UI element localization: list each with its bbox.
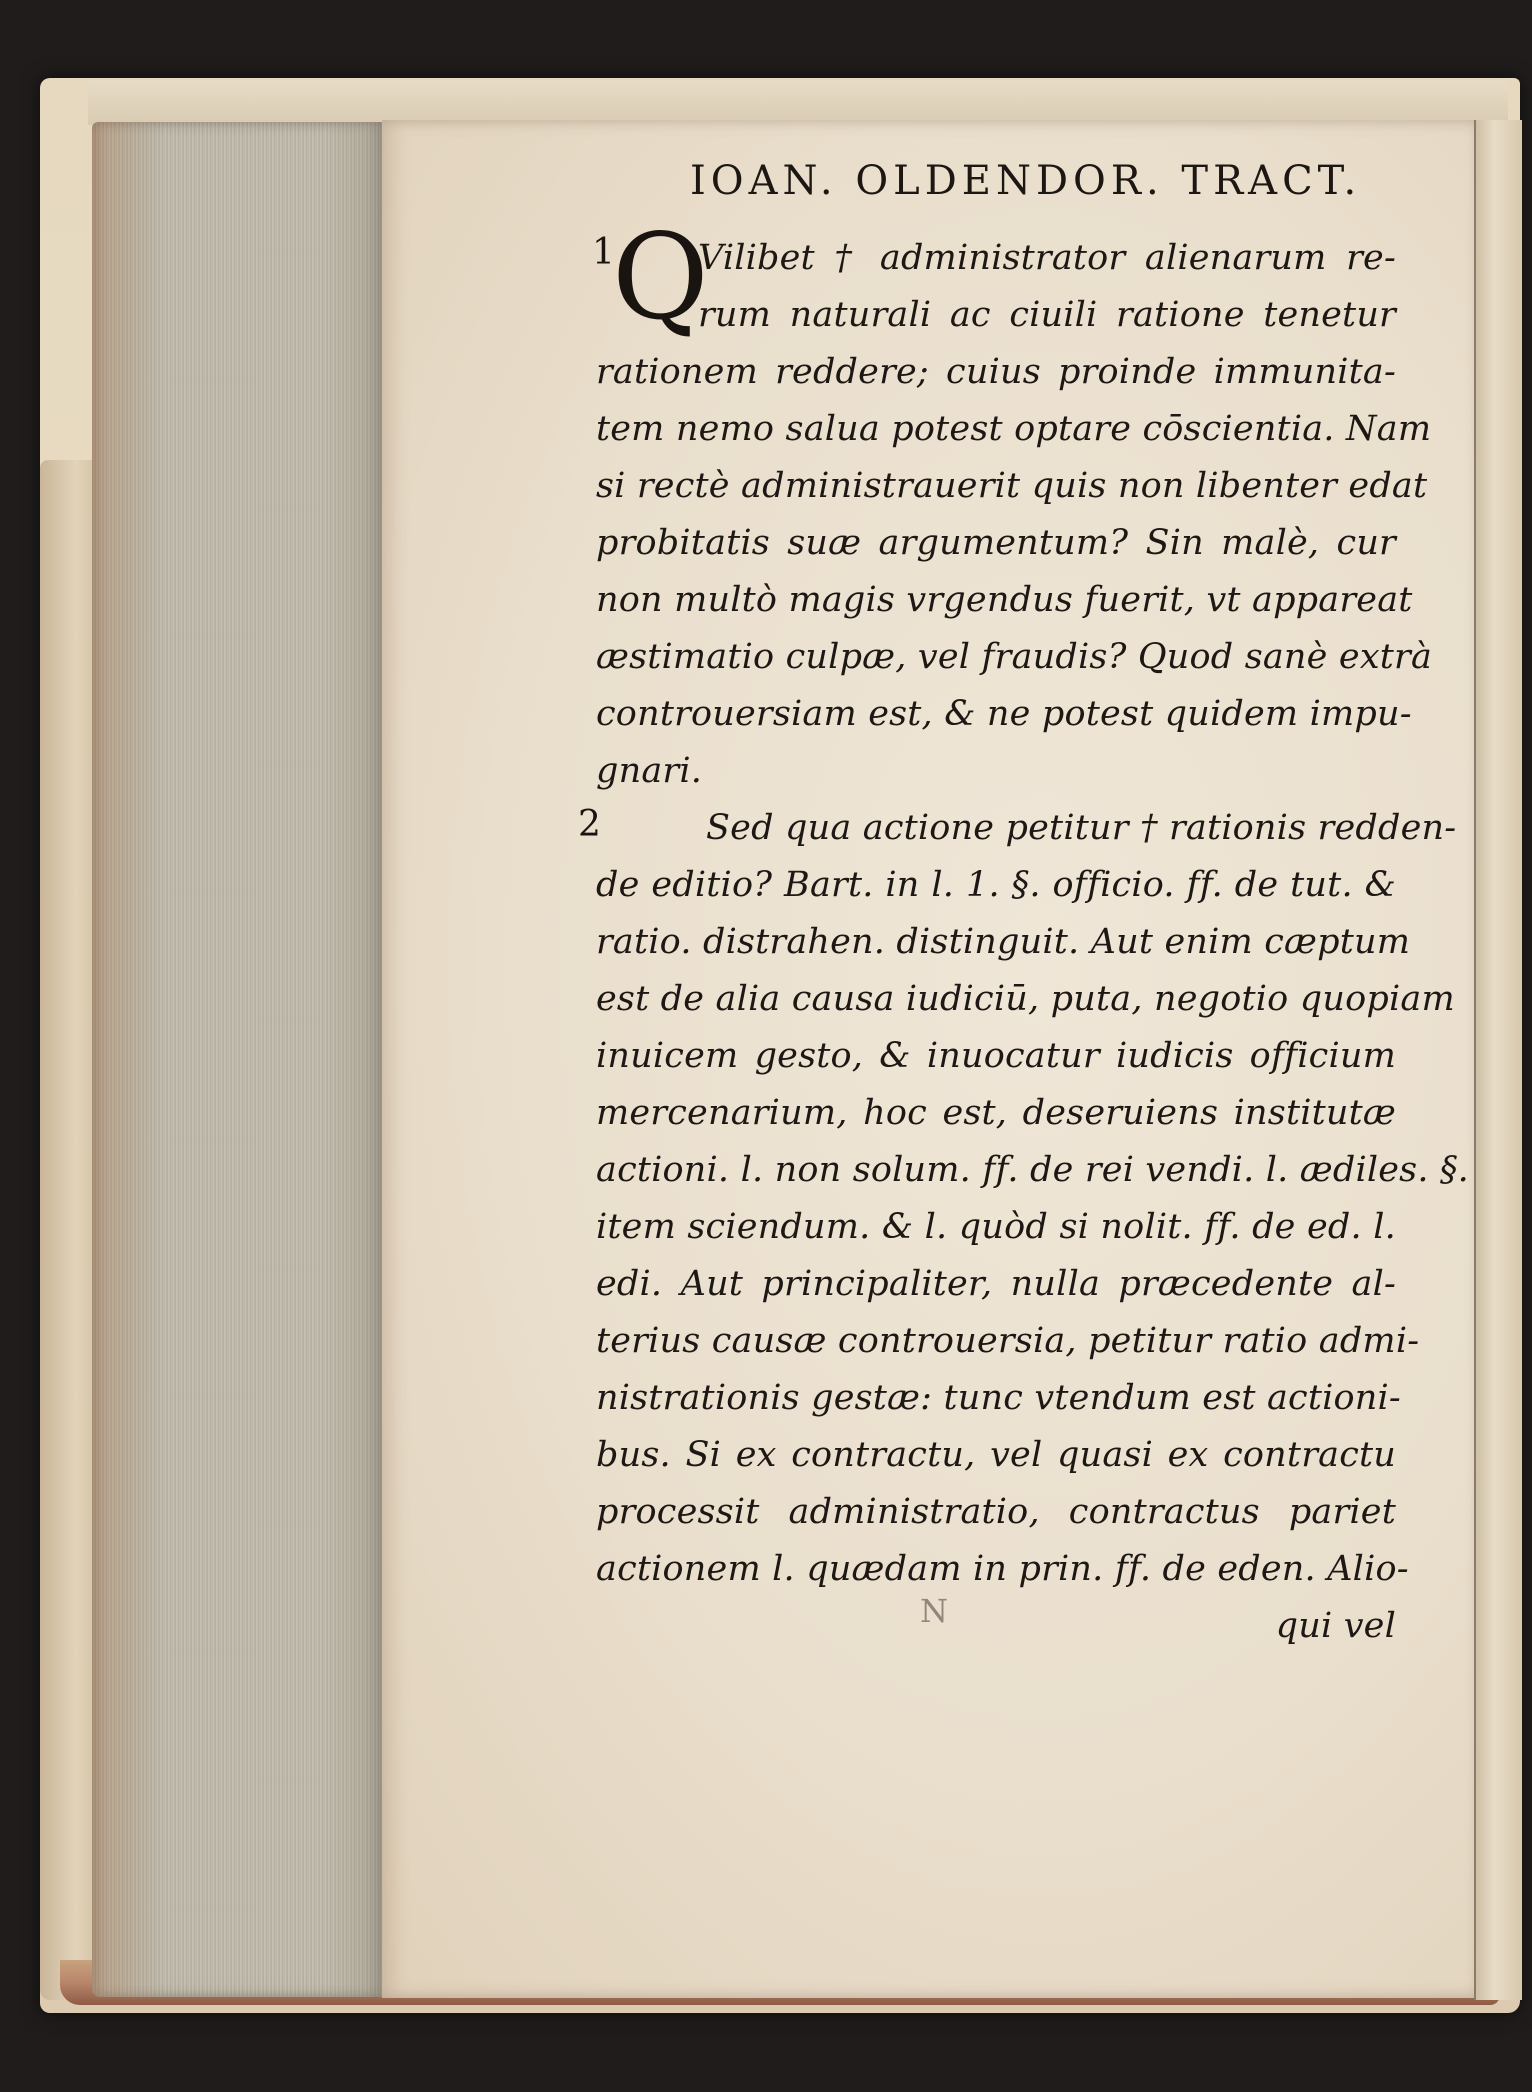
text-line: Sed qua actione petitur † rationis redden- [706, 808, 1457, 848]
text-line: mercenarium, hoc est, deseruiens institutæ [596, 1093, 1396, 1133]
book-gutter [1474, 120, 1522, 2000]
text-line: æstimatio culpæ, vel fraudis? Quod sanè extrà [596, 637, 1433, 677]
text-line: est de alia causa iudiciū, puta, negotio quopiam [596, 979, 1455, 1019]
text-line: item sciendum. & l. quòd si nolit. ff. de ed. l. [596, 1207, 1396, 1247]
text-block [596, 230, 1469, 1655]
margin-number-1: 1 [592, 232, 615, 273]
text-line: de editio? Bart. in l. 1. §. officio. ff. de tut. & [596, 865, 1396, 905]
text-line: tem nemo salua potest optare cōscientia. Nam [596, 409, 1432, 449]
text-line: rationem reddere; cuius proinde immunita- [596, 352, 1396, 392]
text-line: non multò magis vrgendus fuerit, vt appareat [596, 580, 1413, 620]
page-stack-edge [92, 122, 384, 1997]
text-line: rum naturali ac ciuili ratione tenetur [698, 295, 1396, 335]
text-line: ratio. distrahen. distinguit. Aut enim cæptum [596, 922, 1411, 962]
page-top-edge [88, 80, 1508, 125]
text-line: controuersiam est, & ne potest quidem impu- [596, 694, 1412, 734]
text-line: Vilibet † administrator alienarum re- [698, 238, 1396, 278]
text-line: probitatis suæ argumentum? Sin malè, cur [596, 523, 1396, 563]
text-line: si rectè administrauerit quis non libenter edat [596, 466, 1428, 506]
margin-number-2: 2 [578, 804, 601, 845]
text-line: edi. Aut principaliter, nulla præcedente al- [596, 1264, 1396, 1304]
running-head: IOAN. OLDENDOR. TRACT. [690, 158, 1362, 204]
text-line: nistrationis gestæ: tunc vtendum est actioni- [596, 1378, 1401, 1418]
catchword: qui vel [1275, 1606, 1396, 1646]
text-line: gnari. [596, 751, 703, 791]
text-line: processit administratio, contractus pariet [596, 1492, 1396, 1532]
text-line: inuicem gesto, & inuocatur iudicis officium [596, 1036, 1396, 1076]
text-line: bus. Si ex contractu, vel quasi ex contractu [596, 1435, 1396, 1475]
signature-mark: N [920, 1592, 951, 1630]
drop-cap: Q [612, 208, 709, 346]
cover-flap [40, 460, 100, 2000]
text-line: terius causæ controuersia, petitur ratio admi- [596, 1321, 1420, 1361]
text-line: actioni. l. non solum. ff. de rei vendi. l. ædiles. §. [596, 1150, 1469, 1190]
text-line: actionem l. quædam in prin. ff. de eden. Alio- [596, 1549, 1409, 1589]
